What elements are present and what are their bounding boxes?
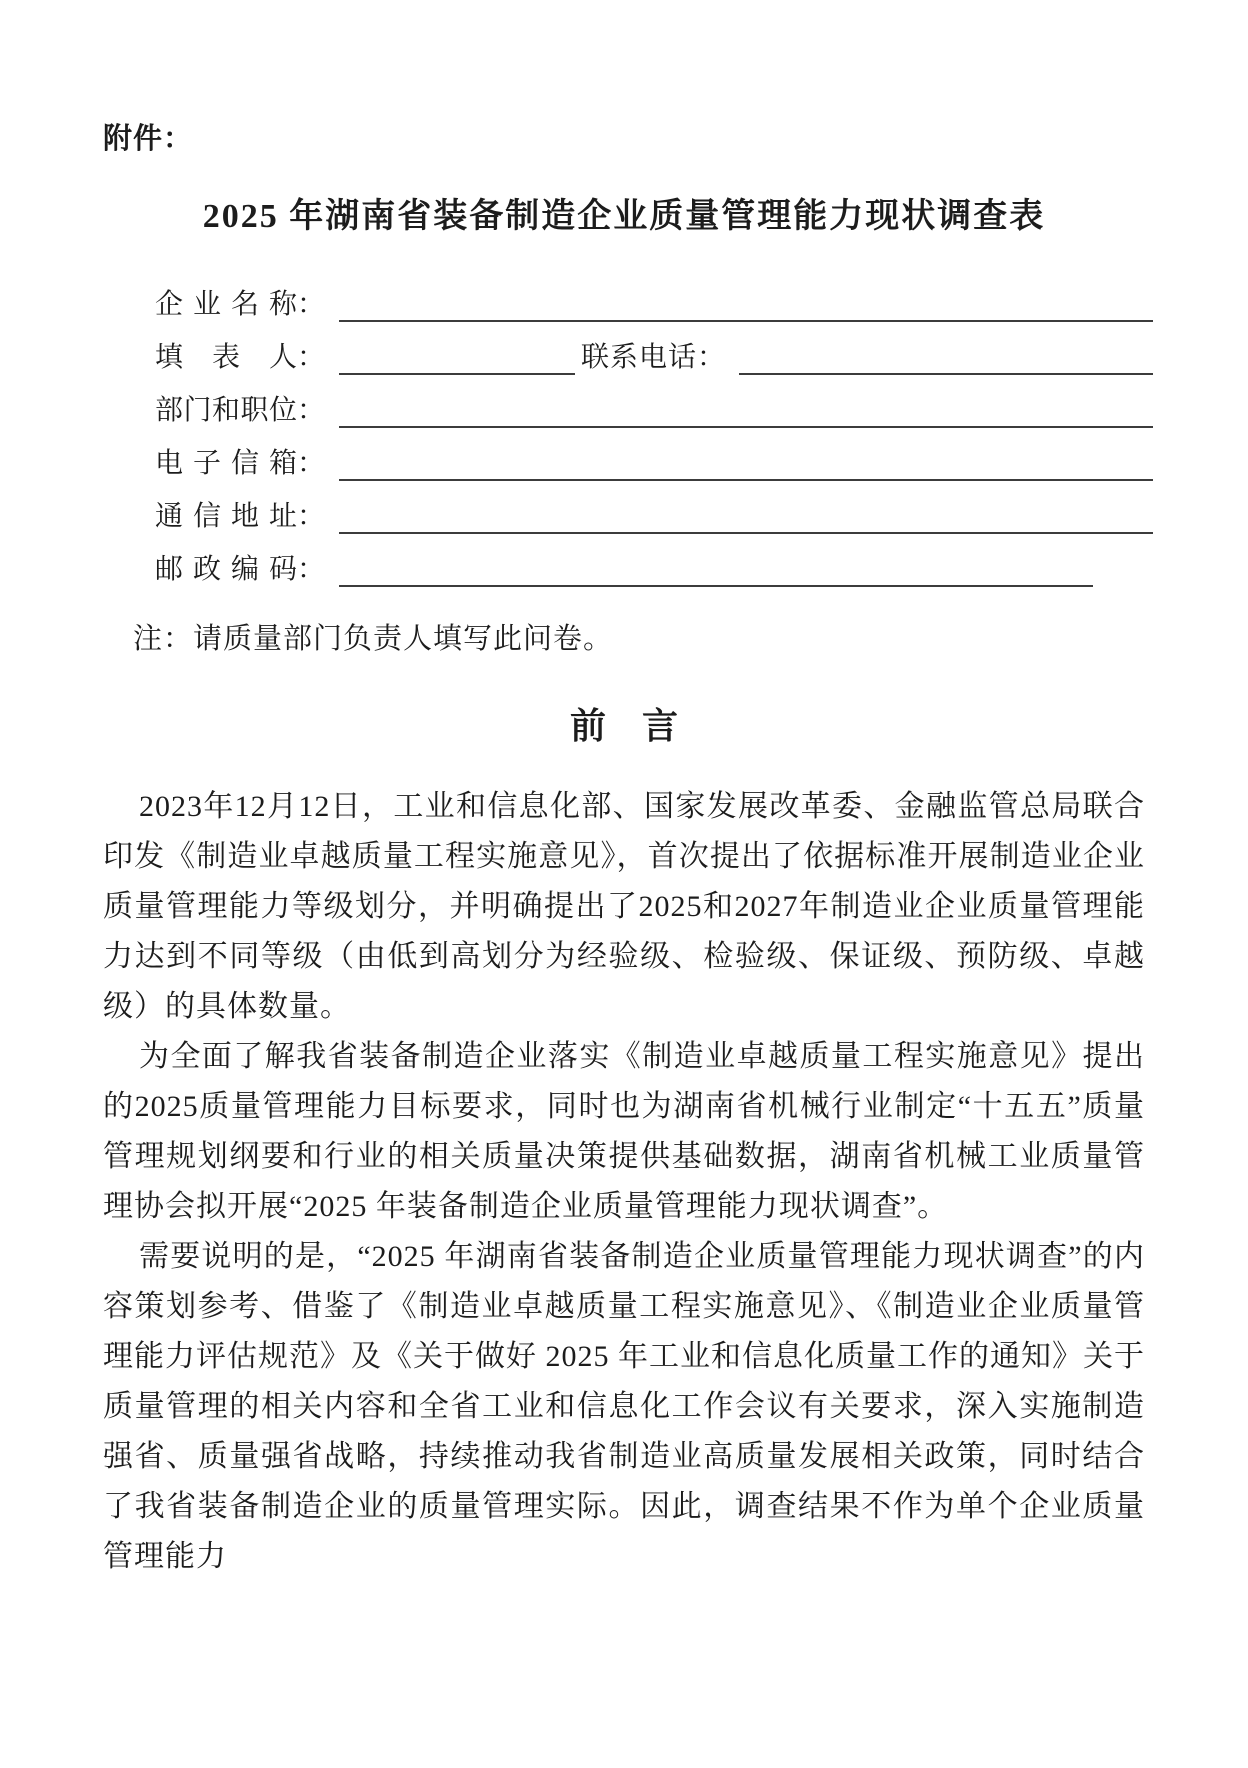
label-colon: ： (297, 289, 326, 320)
enterprise-info-form (155, 269, 1153, 587)
label-colon: ： (297, 448, 326, 479)
preface-paragraph-3: 需要说明的是，“2025 年湖南省装备制造企业质量管理能力现状调查”的内容策划参考、借鉴了《制造业卓越质量工程实施意见》、《制造业企业质量管理能力评估规范》及《关于做好 2025 年工业和信息化质量工作的通知》关于质量管理的相关内容和全省工业和信息化工作会议有关要求，深入实施制造强省、质量强省战略，持续推动我省制造业高质量发展相关政策，同时结合了我省装备制造企业的质量管理实际。因此，调查结果不作为单个企业质量管理能力 (103, 1240, 1145, 1573)
form-filler-label: 填表人 (155, 342, 297, 373)
email-blank (339, 443, 1153, 481)
postal-code-label: 邮政编码 (155, 554, 297, 585)
label-colon: ： (297, 342, 326, 373)
form-row-department-position (155, 375, 1153, 428)
mailing-address-label: 通信地址 (155, 501, 297, 532)
form-filler-blank (339, 337, 575, 375)
form-row-form-filler (155, 322, 1153, 375)
contact-phone-label: 联系电话 (581, 342, 698, 373)
form-row-company-name (155, 269, 1153, 322)
form-row-email (155, 428, 1153, 481)
email-label: 电子信箱 (155, 448, 297, 479)
contact-phone-blank (739, 337, 1153, 375)
attachment-label: 附件： (103, 123, 194, 155)
label-colon: ： (297, 501, 326, 532)
postal-code-blank (339, 549, 1093, 587)
company-name-label: 企业名称 (155, 289, 297, 320)
document-title: 2025 年湖南省装备制造企业质量管理能力现状调查表 (202, 198, 1046, 235)
mailing-address-blank (339, 496, 1153, 534)
form-row-postal-code (155, 534, 1153, 587)
company-name-blank (339, 284, 1153, 322)
preface-paragraph-1: 2023年12月12日，工业和信息化部、国家发展改革委、金融监管总局联合印发《制造业卓越质量工程实施意见》，首次提出了依据标准开展制造业企业质量管理能力等级划分，并明确提出了2025和2027年制造业企业质量管理能力达到不同等级（由低到高划分为经验级、检验级、保证级、预防级、卓越级）的具体数量。 (103, 790, 1145, 1023)
label-colon: ： (697, 342, 726, 373)
label-colon: ： (297, 554, 326, 585)
preface-paragraph-2: 为全面了解我省装备制造企业落实《制造业卓越质量工程实施意见》提出的2025质量管理能力目标要求，同时也为湖南省机械行业制定“十五五”质量管理规划纲要和行业的相关质量决策提供基础数据，湖南省机械工业质量管理协会拟开展“2025 年装备制造企业质量管理能力现状调查”。 (103, 1040, 1145, 1223)
label-colon: ： (297, 395, 326, 426)
department-position-label: 部门和职位 (155, 395, 297, 426)
form-row-mailing-address (155, 481, 1153, 534)
preface-heading: 前 言 (569, 706, 678, 746)
department-position-blank (339, 390, 1153, 428)
preface-body (103, 782, 1145, 1582)
form-note: 注：请质量部门负责人填写此问卷。 (133, 623, 614, 655)
